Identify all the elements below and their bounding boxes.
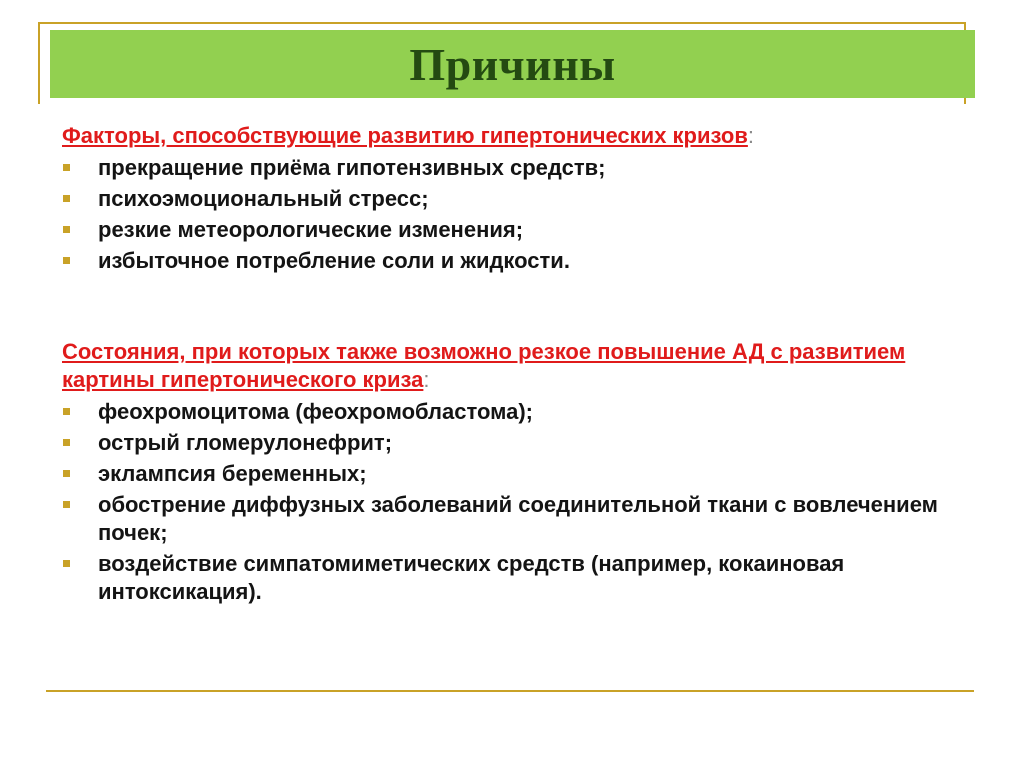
list-item: прекращение приёма гипотензивных средств; <box>62 154 967 182</box>
title-band <box>50 30 975 98</box>
conditions-list <box>62 398 967 606</box>
list-item: резкие метеорологические изменения; <box>62 216 967 244</box>
factors-section <box>62 122 967 275</box>
section-spacer <box>62 278 967 338</box>
square-bullet-icon <box>63 408 70 415</box>
conditions-heading: Состояния, при которых также возможно резкое повышение АД с развитием картины гипертонического криза: <box>62 339 906 392</box>
list-item: избыточное потребление соли и жидкости. <box>62 247 967 275</box>
frame-line-left <box>38 22 40 104</box>
frame-line-bottom <box>46 690 974 692</box>
square-bullet-icon <box>63 439 70 446</box>
list-item: феохромоцитома (феохромобластома); <box>62 398 967 426</box>
slide-content <box>62 122 967 609</box>
list-item: острый гломерулонефрит; <box>62 429 967 457</box>
square-bullet-icon <box>63 195 70 202</box>
frame-line-top <box>38 22 966 24</box>
square-bullet-icon <box>63 257 70 264</box>
square-bullet-icon <box>63 560 70 567</box>
conditions-section <box>62 338 967 606</box>
list-item: воздействие симпатомиметических средств (например, кокаиновая интоксикация). <box>62 550 967 606</box>
slide-title: Причины <box>409 38 616 90</box>
square-bullet-icon <box>63 501 70 508</box>
list-item: психоэмоциональный стресс; <box>62 185 967 213</box>
square-bullet-icon <box>63 164 70 171</box>
list-item: эклампсия беременных; <box>62 460 967 488</box>
list-item: обострение диффузных заболеваний соединительной ткани с вовлечением почек; <box>62 491 967 547</box>
square-bullet-icon <box>63 470 70 477</box>
square-bullet-icon <box>63 226 70 233</box>
factors-list <box>62 154 967 275</box>
factors-heading: Факторы, способствующие развитию гипертонических кризов: <box>62 123 754 148</box>
